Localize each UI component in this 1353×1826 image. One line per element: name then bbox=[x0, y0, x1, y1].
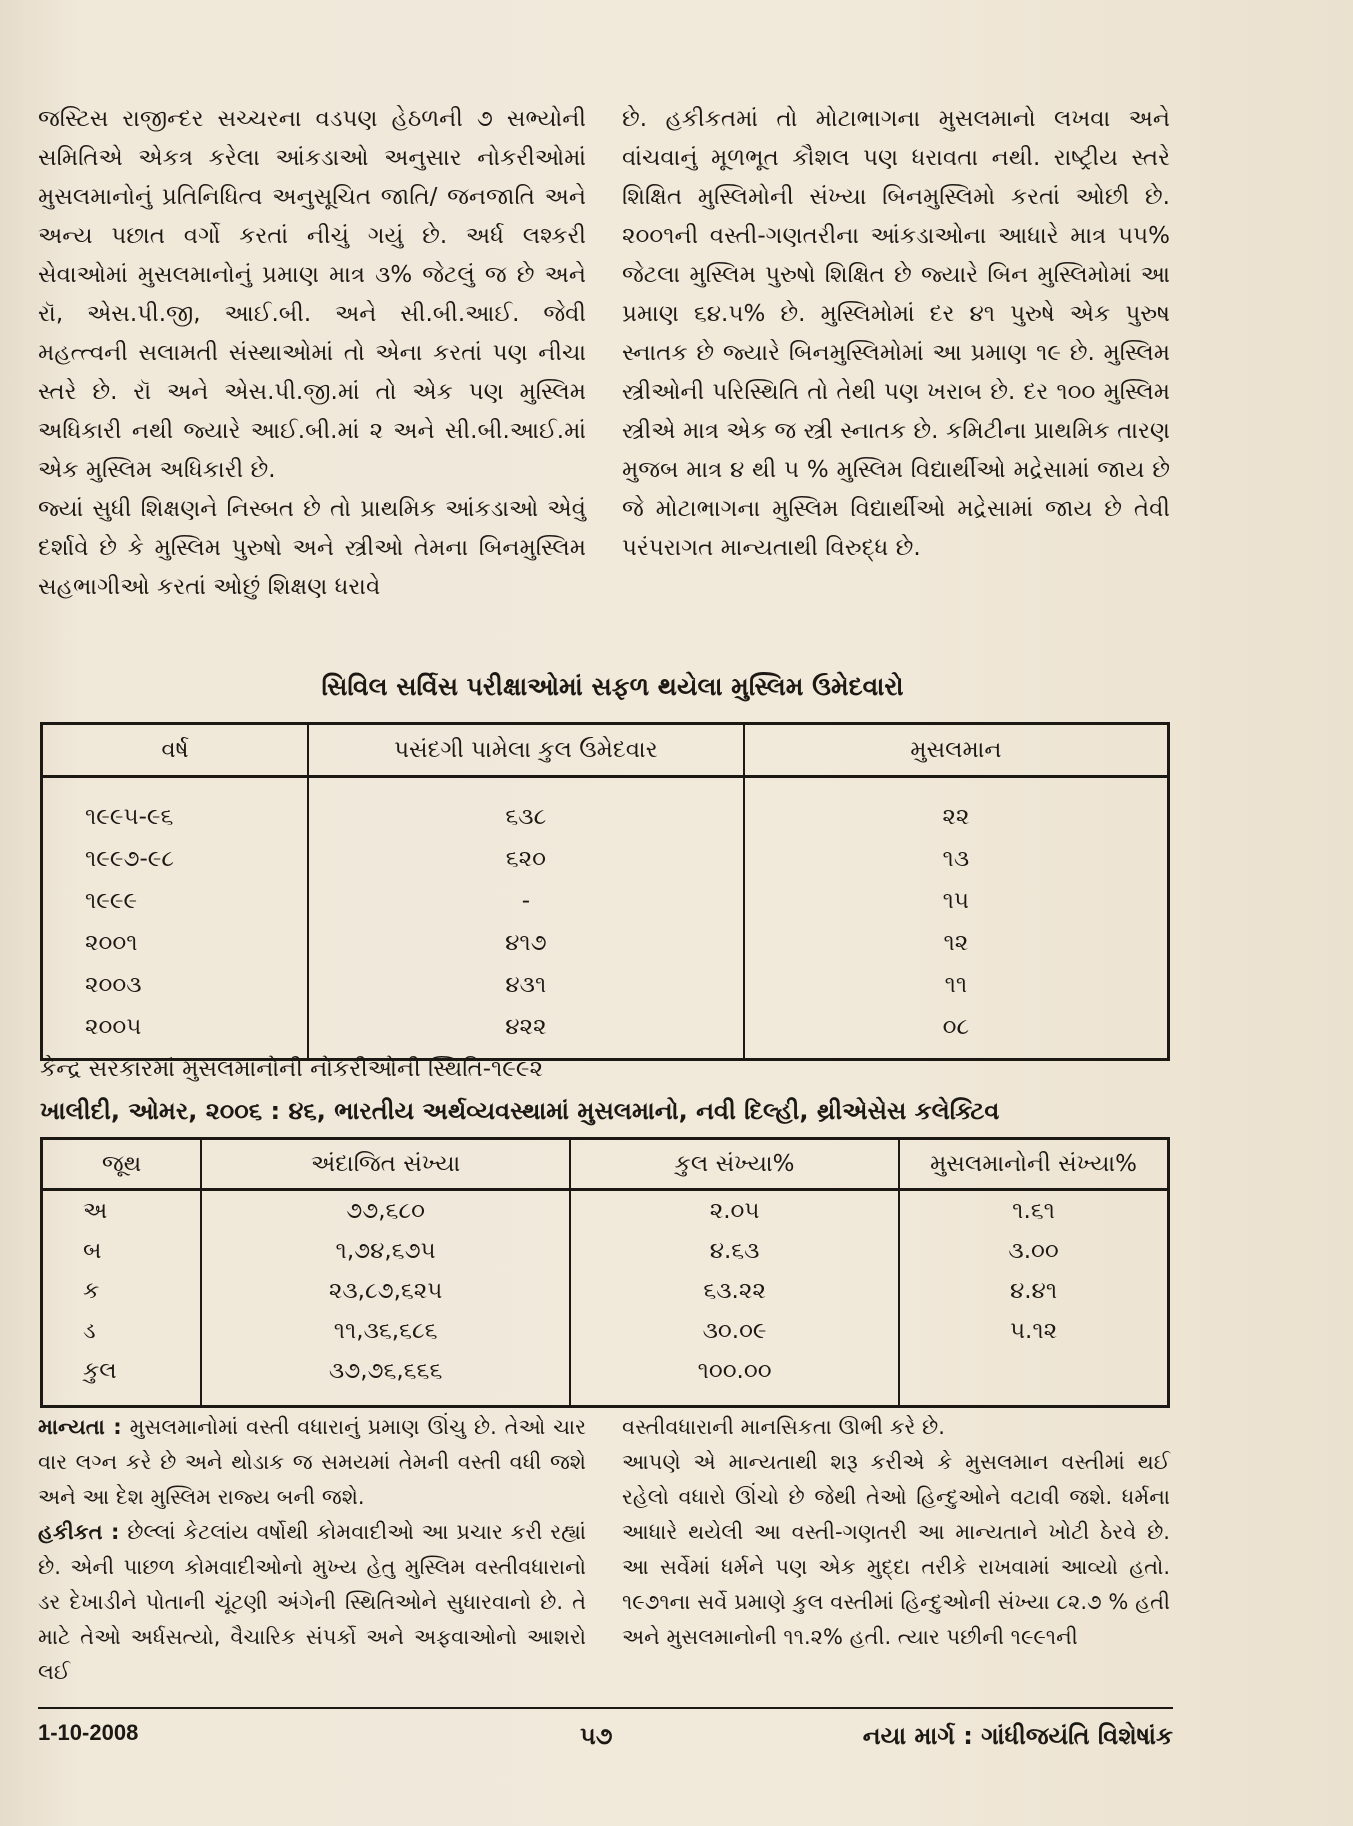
group-cell: કુલ bbox=[42, 1351, 202, 1407]
column-header: અંદાજિત સંખ્યા bbox=[201, 1139, 570, 1190]
myth-label: માન્યતા : bbox=[38, 1415, 122, 1439]
muslim-percent-cell: ૪.૪૧ bbox=[899, 1271, 1168, 1311]
muslim-candidates-cell: ૧૫ bbox=[744, 880, 1169, 922]
table-header-row bbox=[42, 1139, 1169, 1190]
total-candidates-cell: ૪૩૧ bbox=[308, 964, 744, 1006]
table2-title: કેન્દ્ર સરકારમાં મુસલમાનોની નોકરીઓની સ્થિતિ-૧૯૯૨ bbox=[40, 1056, 544, 1082]
body-paragraph: વસ્તીવધારાની માનસિકતા ઊભી કરે છે. bbox=[622, 1415, 945, 1439]
table1-title: સિવિલ સર્વિસ પરીક્ષાઓમાં સફળ થયેલા મુસ્લિમ ઉમેદવારો bbox=[321, 672, 904, 701]
total-percent-cell: ૨.૦૫ bbox=[570, 1190, 899, 1232]
total-candidates-cell: ૬૩૮ bbox=[308, 777, 744, 839]
muslim-candidates-cell: ૨૨ bbox=[744, 777, 1169, 839]
publication-name: નયા માર્ગ : ગાંધીજયંતિ વિશેષાંક bbox=[862, 1722, 1173, 1750]
column-header: જૂથ bbox=[42, 1139, 202, 1190]
group-cell: બ bbox=[42, 1231, 202, 1271]
civil-service-table bbox=[40, 722, 1170, 1061]
muslim-candidates-cell: ૦૮ bbox=[744, 1006, 1169, 1060]
estimated-count-cell: ૧૧,૩૬,૬૮૬ bbox=[201, 1311, 570, 1351]
intro-paragraph: જસ્ટિસ રાજીન્દર સચ્ચરના વડપણ હેઠળની ૭ સભ્યોની સમિતિએ એકત્ર કરેલા આંકડાઓ અનુસાર નોકરીઓમાં મુસલમાનોનું પ્રતિનિધિત્વ અનુસૂચિત જાતિ/ જનજાતિ અને અન્ય પછાત વર્ગો કરતાં નીચું ગયું છે. અર્ધ લશ્કરી સેવાઓમાં મુસલમાનોનું પ્રમાણ માત્ર ૩% જેટલું જ છે અને રૉ, એસ.પી.જી, આઈ.બી. અને સી.બી.આઈ. જેવી મહત્ત્વની સલામતી સંસ્થાઓમાં તો એના કરતાં પણ નીચા સ્તરે છે. રૉ અને એસ.પી.જી.માં તો એક પણ મુસ્લિમ અધિકારી નથી જ્યારે આઈ.બી.માં ૨ અને સી.બી.આઈ.માં એક મુસ્લિમ અધિકારી છે. bbox=[38, 106, 586, 483]
table2-source: ખાલીદી, ઓમર, ૨૦૦૬ : ૪૬, ભારતીય અર્થવ્યવસ્થામાં મુસલમાનો, નવી દિલ્હી, થ્રીએસેસ કલેક્ટિવ bbox=[40, 1097, 1000, 1125]
table-row bbox=[42, 922, 1169, 964]
table-row bbox=[42, 1006, 1169, 1060]
population-column bbox=[622, 1410, 1170, 1655]
fact-label: હકીકત : bbox=[38, 1520, 120, 1544]
table-row bbox=[42, 1351, 1169, 1407]
estimated-count-cell: ૧,૭૪,૬૭૫ bbox=[201, 1231, 570, 1271]
column-header: વર્ષ bbox=[42, 724, 309, 777]
year-cell: ૧૯૯૫-૯૬ bbox=[42, 777, 309, 839]
total-percent-cell: ૬૩.૨૨ bbox=[570, 1271, 899, 1311]
myth-paragraph bbox=[38, 1410, 586, 1515]
muslim-percent-cell: ૫.૧૨ bbox=[899, 1311, 1168, 1351]
muslim-candidates-cell: ૧૧ bbox=[744, 964, 1169, 1006]
table-header-row bbox=[42, 724, 1169, 777]
estimated-count-cell: ૨૩,૮૭,૬૨૫ bbox=[201, 1271, 570, 1311]
table-row bbox=[42, 777, 1169, 839]
footer-divider bbox=[38, 1707, 1173, 1709]
estimated-count-cell: ૩૭,૭૬,૬૬૬ bbox=[201, 1351, 570, 1407]
estimated-count-cell: ૭૭,૬૮૦ bbox=[201, 1190, 570, 1232]
total-candidates-cell: ૪૧૭ bbox=[308, 922, 744, 964]
group-cell: ડ bbox=[42, 1311, 202, 1351]
year-cell: ૨૦૦૧ bbox=[42, 922, 309, 964]
total-candidates-cell: ૪૨૨ bbox=[308, 1006, 744, 1060]
intro-left-column bbox=[38, 100, 586, 607]
muslim-percent-cell bbox=[899, 1351, 1168, 1407]
muslim-percent-cell: ૩.૦૦ bbox=[899, 1231, 1168, 1271]
myth-text: મુસલમાનોમાં વસ્તી વધારાનું પ્રમાણ ઊંચુ છે. તેઓ ચાર વાર લગ્ન કરે છે અને થોડાક જ સમયમાં તેમની વસ્તી વધી જશે અને આ દેશ મુસ્લિમ રાજ્ય બની જશે. bbox=[38, 1415, 586, 1509]
intro-paragraph: જ્યાં સુધી શિક્ષણને નિસ્બત છે તો પ્રાથમિક આંકડાઓ એવું દર્શાવે છે કે મુસ્લિમ પુરુષો અને સ્ત્રીઓ તેમના બિનમુસ્લિમ સહભાગીઓ કરતાં ઓછું શિક્ષણ ધરાવે bbox=[38, 496, 586, 600]
fact-text: છેલ્લાં કેટલાંય વર્ષોથી કોમવાદીઓ આ પ્રચાર કરી રહ્યાં છે. એની પાછળ કોમવાદીઓનો મુખ્ય હેતુ મુસ્લિમ વસ્તીવધારાનો ડર દેખાડીને પોતાની ચૂંટણી અંગેની સ્થિતિઓને સુધારવાનો છે. તે માટે તેઓ અર્ધસત્યો, વૈચારિક સંપર્કો અને અફવાઓનો આશરો લઈ bbox=[38, 1520, 586, 1684]
group-cell: ક bbox=[42, 1271, 202, 1311]
muslim-candidates-cell: ૧૩ bbox=[744, 838, 1169, 880]
table-row bbox=[42, 1271, 1169, 1311]
table-row bbox=[42, 880, 1169, 922]
table-row bbox=[42, 1311, 1169, 1351]
total-candidates-cell: - bbox=[308, 880, 744, 922]
muslim-percent-cell: ૧.૬૧ bbox=[899, 1190, 1168, 1232]
total-percent-cell: ૧૦૦.૦૦ bbox=[570, 1351, 899, 1407]
myth-fact-column bbox=[38, 1410, 586, 1690]
table-row bbox=[42, 1231, 1169, 1271]
year-cell: ૨૦૦૩ bbox=[42, 964, 309, 1006]
intro-paragraph: છે. હકીકતમાં તો મોટાભાગના મુસલમાનો લખવા અને વાંચવાનું મૂળભૂત કૌશલ પણ ધરાવતા નથી. રાષ્ટ્રીય સ્તરે શિક્ષિત મુસ્લિમોની સંખ્યા બિનમુસ્લિમો કરતાં ઓછી છે. ૨૦૦૧ની વસ્તી-ગણતરીના આંકડાઓના આધારે માત્ર ૫૫% જેટલા મુસ્લિમ પુરુષો શિક્ષિત છે જ્યારે બિન મુસ્લિમોમાં આ પ્રમાણ ૬૪.૫% છે. મુસ્લિમોમાં દર ૪૧ પુરુષે એક પુરુષ સ્નાતક છે જ્યારે બિનમુસ્લિમોમાં આ પ્રમાણ ૧૯ છે. મુસ્લિમ સ્ત્રીઓની પરિસ્થિતિ તો તેથી પણ ખરાબ છે. દર ૧૦૦ મુસ્લિમ સ્ત્રીએ માત્ર એક જ સ્ત્રી સ્નાતક છે. કમિટીના પ્રાથમિક તારણ મુજબ માત્ર ૪ થી ૫ % મુસ્લિમ વિદ્યાર્થીઓ મદ્રેસામાં જાય છે જે મોટાભાગના મુસ્લિમ વિદ્યાર્થીઓ મદ્રેસામાં જાય છે તેવી પરંપરાગત માન્યતાથી વિરુદ્ધ છે. bbox=[622, 106, 1170, 561]
table-row bbox=[42, 964, 1169, 1006]
column-header: કુલ સંખ્યા% bbox=[570, 1139, 899, 1190]
total-candidates-cell: ૬૨૦ bbox=[308, 838, 744, 880]
muslim-candidates-cell: ૧૨ bbox=[744, 922, 1169, 964]
central-govt-jobs-table bbox=[40, 1137, 1170, 1408]
total-percent-cell: ૩૦.૦૯ bbox=[570, 1311, 899, 1351]
table-row bbox=[42, 838, 1169, 880]
year-cell: ૧૯૯૯ bbox=[42, 880, 309, 922]
group-cell: અ bbox=[42, 1190, 202, 1232]
issue-date: 1-10-2008 bbox=[38, 1720, 139, 1745]
year-cell: ૨૦૦૫ bbox=[42, 1006, 309, 1060]
page-number: ૫૭ bbox=[580, 1722, 613, 1750]
intro-right-column bbox=[622, 100, 1170, 568]
column-header: પસંદગી પામેલા કુલ ઉમેદવાર bbox=[308, 724, 744, 777]
body-paragraph: આપણે એ માન્યતાથી શરૂ કરીએ કે મુસલમાન વસ્તીમાં થઈ રહેલો વધારો ઊંચો છે જેથી તેઓ હિન્દુઓને વટાવી જશે. ધર્મના આધારે થયેલી આ વસ્તી-ગણતરી આ માન્યતાને ખોટી ઠેરવે છે. આ સર્વેમાં ધર્મને પણ એક મુદ્દા તરીકે રાખવામાં આવ્યો હતો. ૧૯૭૧ના સર્વે પ્રમાણે કુલ વસ્તીમાં હિન્દુઓની સંખ્યા ૮૨.૭ % હતી અને મુસલમાનોની ૧૧.૨% હતી. ત્યાર પછીની ૧૯૯૧ની bbox=[622, 1450, 1170, 1649]
column-header: મુસલમાનોની સંખ્યા% bbox=[899, 1139, 1168, 1190]
column-header: મુસલમાન bbox=[744, 724, 1169, 777]
total-percent-cell: ૪.૬૩ bbox=[570, 1231, 899, 1271]
table-row bbox=[42, 1190, 1169, 1232]
fact-paragraph bbox=[38, 1515, 586, 1690]
year-cell: ૧૯૯૭-૯૮ bbox=[42, 838, 309, 880]
